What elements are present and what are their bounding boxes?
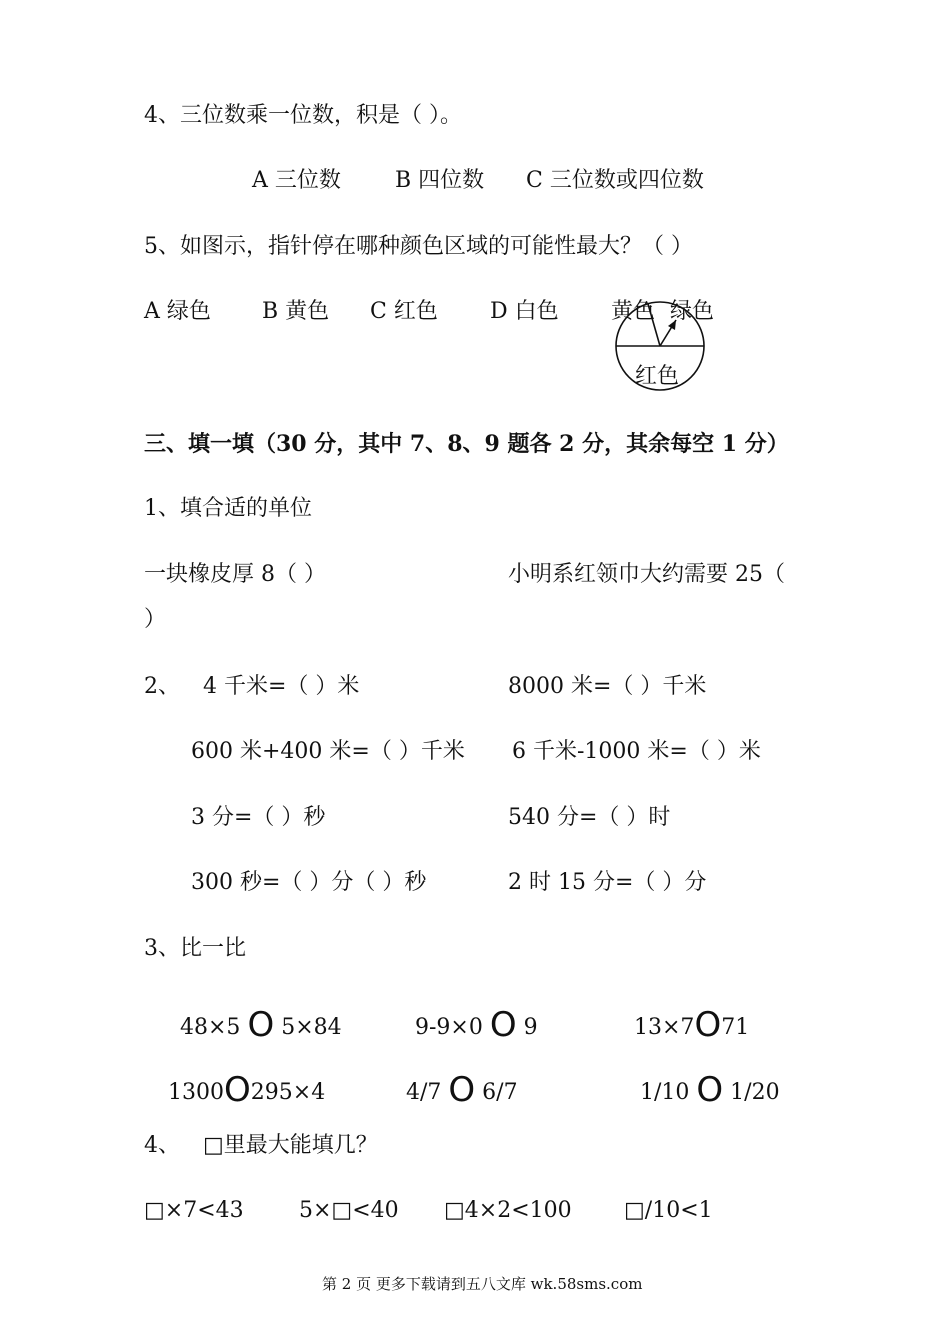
question-5-option-c: C 红色 <box>370 299 438 324</box>
spinner-label-yellow: 黄色 <box>611 299 656 324</box>
fill-q2-row1-right: 8000 米=（ ）千米 <box>508 674 707 699</box>
fill-q4-item-1: □×7<43 <box>144 1198 244 1223</box>
fill-q3-title: 3、比一比 <box>144 936 246 961</box>
compare-right: 5×84 <box>281 1015 342 1040</box>
fill-q1-right: 小明系红领巾大约需要 25（ <box>508 562 785 587</box>
compare-circle: O <box>247 1005 275 1045</box>
question-4-text: 4、三位数乘一位数，积是（ ）。 <box>144 103 462 128</box>
compare-circle: O <box>224 1070 251 1110</box>
fill-q4-item-4: □/10<1 <box>624 1198 713 1223</box>
fill-q2-row3-right: 540 分=（ ）时 <box>508 805 671 830</box>
fill-q2-row3-left: 3 分=（ ）秒 <box>191 805 326 830</box>
compare-item-6 <box>640 1070 780 1110</box>
question-4-option-b: B 四位数 <box>395 168 485 193</box>
compare-circle: O <box>696 1070 724 1110</box>
fill-q2-number: 2、 <box>144 674 180 699</box>
question-5-option-d: D 白色 <box>490 299 559 324</box>
section-3-heading: 三、填一填（30 分，其中 7、8、9 题各 2 分，其余每空 1 分） <box>144 431 789 457</box>
compare-item-3 <box>634 1005 750 1045</box>
compare-item-4 <box>168 1070 326 1110</box>
compare-left: 1300 <box>168 1080 224 1105</box>
spinner-label-green: 绿色 <box>670 299 715 324</box>
compare-item-5 <box>406 1070 518 1110</box>
compare-left: 9-9×0 <box>415 1015 483 1040</box>
question-5-text: 5、如图示，指针停在哪种颜色区域的可能性最大？（ ） <box>144 234 693 259</box>
compare-right: 295×4 <box>250 1080 326 1105</box>
compare-right: 71 <box>721 1015 750 1040</box>
compare-item-2 <box>415 1005 538 1045</box>
fill-q1-left: 一块橡皮厚 8（ ） <box>144 562 326 587</box>
question-4-option-a: A 三位数 <box>252 168 341 193</box>
page-footer: 第 2 页 更多下载请到五八文库 wk.58sms.com <box>322 1275 643 1293</box>
fill-q2-row4-left: 300 秒=（ ）分（ ）秒 <box>191 870 427 895</box>
fill-q4-item-2: 5×□<40 <box>299 1198 399 1223</box>
compare-left: 48×5 <box>180 1015 241 1040</box>
spinner-label-red: 红色 <box>635 364 680 389</box>
question-5-option-a: A 绿色 <box>144 299 211 324</box>
compare-left: 1/10 <box>640 1080 690 1105</box>
fill-q4-title: □里最大能填几？ <box>203 1133 378 1158</box>
compare-circle: O <box>448 1070 476 1110</box>
fill-q2-row2-left: 600 米+400 米=（ ）千米 <box>191 739 465 764</box>
fill-q4-item-3: □4×2<100 <box>444 1198 572 1223</box>
fill-q2-row2-right: 6 千米-1000 米=（ ）米 <box>512 739 761 764</box>
compare-item-1 <box>180 1005 342 1045</box>
fill-q4-number: 4、 <box>144 1133 180 1158</box>
fill-q2-row4-right: 2 时 15 分=（ ）分 <box>508 870 707 895</box>
compare-right: 6/7 <box>482 1080 518 1105</box>
compare-circle: O <box>694 1005 722 1045</box>
compare-circle: O <box>489 1005 517 1045</box>
fill-q2-row1-left: 4 千米=（ ）米 <box>203 674 360 699</box>
fill-q1-title: 1、填合适的单位 <box>144 496 312 521</box>
compare-left: 13×7 <box>634 1015 695 1040</box>
compare-left: 4/7 <box>406 1080 442 1105</box>
question-4-option-c: C 三位数或四位数 <box>526 168 704 193</box>
compare-right: 1/20 <box>730 1080 780 1105</box>
fill-q1-right-continued: ） <box>144 607 167 632</box>
question-5-option-b: B 黄色 <box>262 299 330 324</box>
compare-right: 9 <box>523 1015 538 1040</box>
